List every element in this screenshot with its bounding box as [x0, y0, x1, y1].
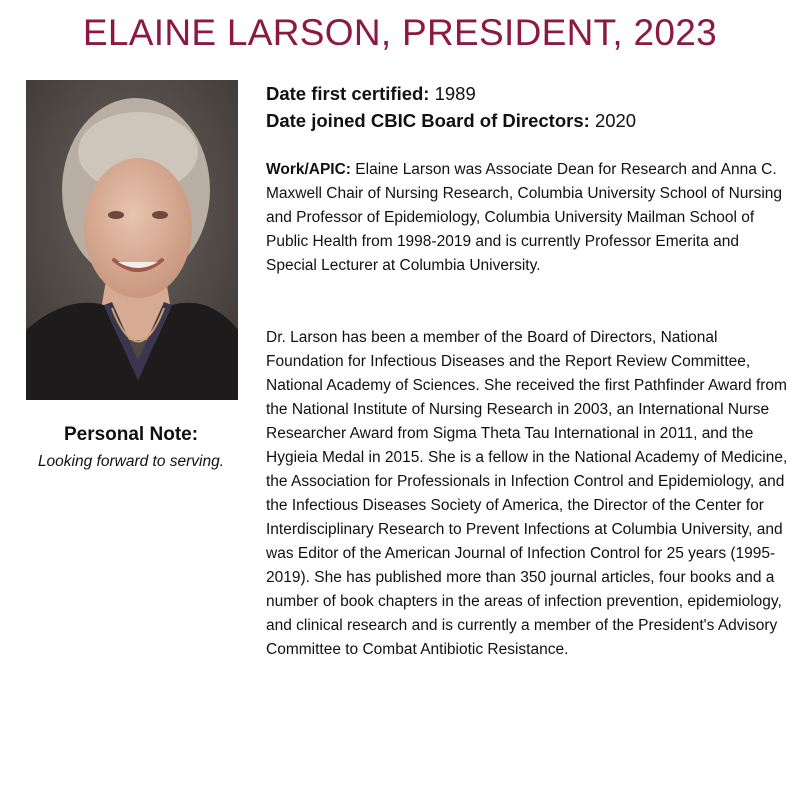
certified-label: Date first certified:	[266, 83, 430, 104]
work-paragraph	[266, 158, 790, 278]
work-label: Work/APIC:	[266, 161, 351, 178]
work-text: Elaine Larson was Associate Dean for Research and Anna C. Maxwell Chair of Nursing Research, Columbia University School of Nursing and Professor of Epidemiology, Columbia University Mailman School of Public Health from 1998-2019 and is currently Professor Emerita and Special Lecturer at Columbia University.	[266, 161, 783, 274]
portrait-illustration	[26, 80, 238, 400]
personal-note-label: Personal Note:	[63, 424, 199, 445]
portrait-photo	[26, 80, 238, 400]
joined-row	[266, 107, 790, 134]
certified-value: 1989	[434, 83, 476, 104]
joined-value: 2020	[594, 110, 637, 131]
bio-paragraph: Dr. Larson has been a member of the Board of Directors, National Foundation for Infectious Diseases and the Report Review Committee, National Academy of Sciences. She received the first Pathfinder Award from the National Institute of Nursing Research in 2003, an International Nurse Researcher Award from Sigma Theta Tau International in 2011, and the Hygieia Medal in 2015. She is a fellow in the National Academy of Medicine, the Association for Professionals in Infection Control and Epidemiology, and the Infectious Diseases Society of America, the Director of the Center for Interdisciplinary Research to Prevent Infections at Columbia University, and was Editor of the American Journal of Infection Control for 25 years (1995-2019). She has published more than 350 journal articles, four books and a number of book chapters in the areas of infection prevention, epidemiology, and clinical research and is currently a member of the President's Advisory Committee to Combat Antibiotic Resistance.	[266, 329, 788, 658]
joined-label: Date joined CBIC Board of Directors:	[266, 110, 590, 131]
certified-row	[266, 80, 790, 107]
page-title: ELAINE LARSON, PRESIDENT, 2023	[82, 12, 718, 53]
personal-note-text: Looking forward to serving.	[37, 453, 225, 470]
certification-info	[266, 80, 790, 134]
